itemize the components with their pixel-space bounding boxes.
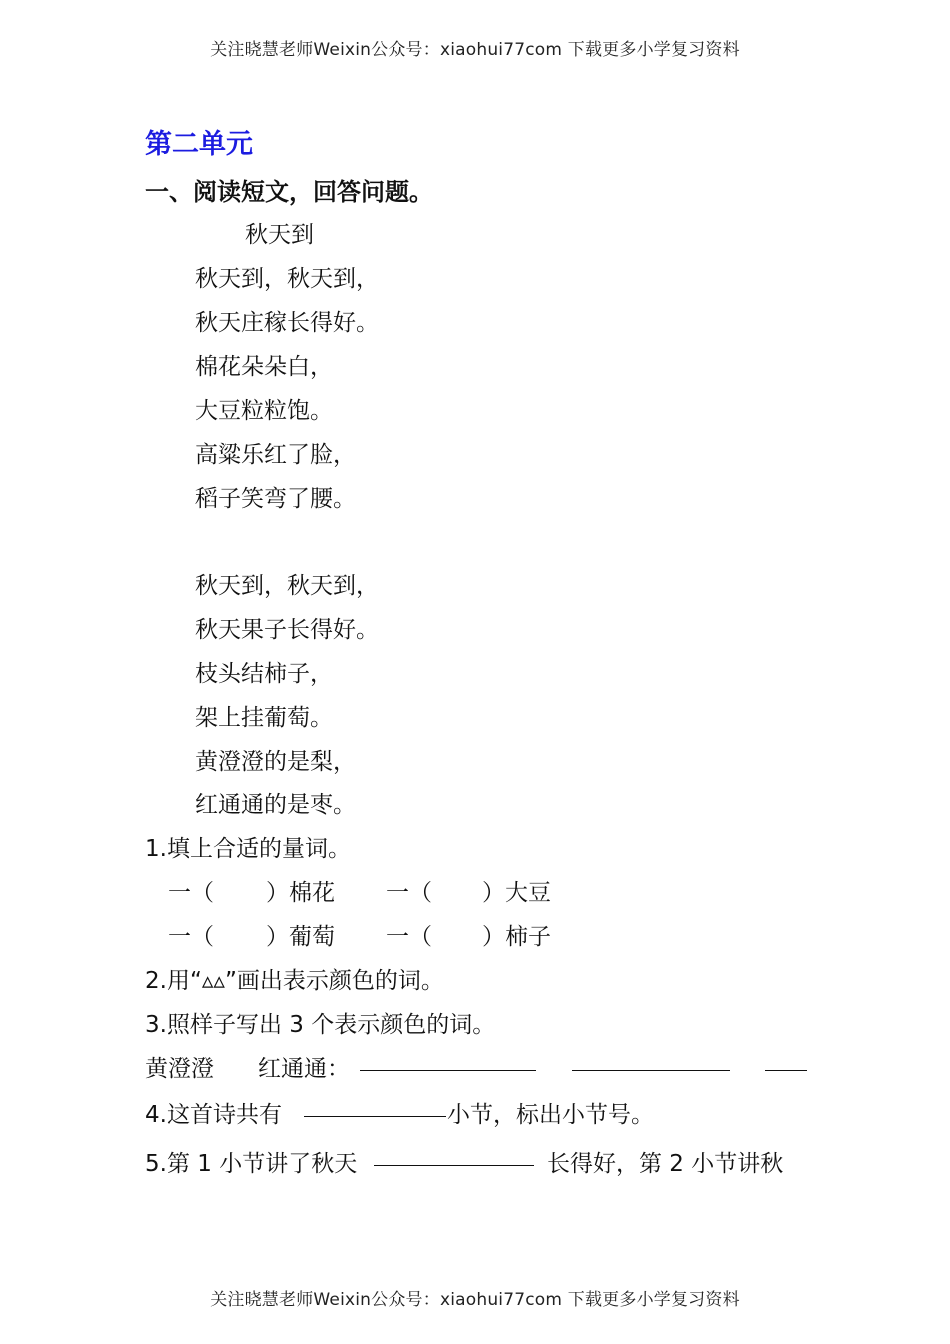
poem-line: 枝头结柿子， [195,661,333,687]
measure-word-item: ）大豆 [482,880,551,906]
answer-blank[interactable] [360,1050,536,1077]
unit-title: 第二单元 [145,129,253,160]
poem-title: 秋天到 [245,222,314,248]
poem-line: 黄澄澄的是梨， [195,749,356,775]
poem-line: 稻子笑弯了腰。 [195,486,356,512]
measure-word-open: 一（ [386,924,432,950]
poem-line: 红通通的是枣。 [195,792,356,818]
page-footer-watermark: 关注晓慧老师Weixin公众号：xiaohui77com 下载更多小学复习资料 [210,1290,740,1310]
measure-word-item: ）葡萄 [266,924,335,950]
poem-line: 大豆粒粒饱。 [195,398,333,424]
poem-line: 架上挂葡萄。 [195,705,333,731]
measure-word-open: 一（ [168,880,214,906]
poem-line: 秋天庄稼长得好。 [195,310,379,336]
answer-blank[interactable] [374,1145,534,1172]
measure-word-open: 一（ [386,880,432,906]
question-4-end: 小节，标出小节号。 [447,1102,654,1128]
answer-blank[interactable] [304,1096,446,1123]
section-title: 一、阅读短文，回答问题。 [145,178,433,206]
question-4-start: 4.这首诗共有 [145,1102,282,1128]
question-1: 1.填上合适的量词。 [145,836,351,862]
answer-blank[interactable] [765,1050,807,1077]
question-5-start: 5.第 1 小节讲了秋天 [145,1151,358,1177]
measure-word-item: ）柿子 [482,924,551,950]
poem-line: 秋天到，秋天到， [195,573,379,599]
poem-line: 秋天到，秋天到， [195,266,379,292]
measure-word-item: ）棉花 [266,880,335,906]
poem-line: 高粱乐红了脸， [195,442,356,468]
measure-word-open: 一（ [168,924,214,950]
question-3: 3.照样子写出 3 个表示颜色的词。 [145,1012,496,1038]
example-word: 红通通： [258,1056,350,1082]
poem-line: 棉花朵朵白， [195,354,333,380]
page-header-watermark: 关注晓慧老师Weixin公众号：xiaohui77com 下载更多小学复习资料 [210,40,740,60]
question-5-end: 长得好，第 2 小节讲秋 [547,1151,784,1177]
answer-blank[interactable] [572,1050,730,1077]
example-word: 黄澄澄 [145,1056,214,1082]
question-2: 2.用“▵▵”画出表示颜色的词。 [145,968,444,994]
poem-line: 秋天果子长得好。 [195,617,379,643]
